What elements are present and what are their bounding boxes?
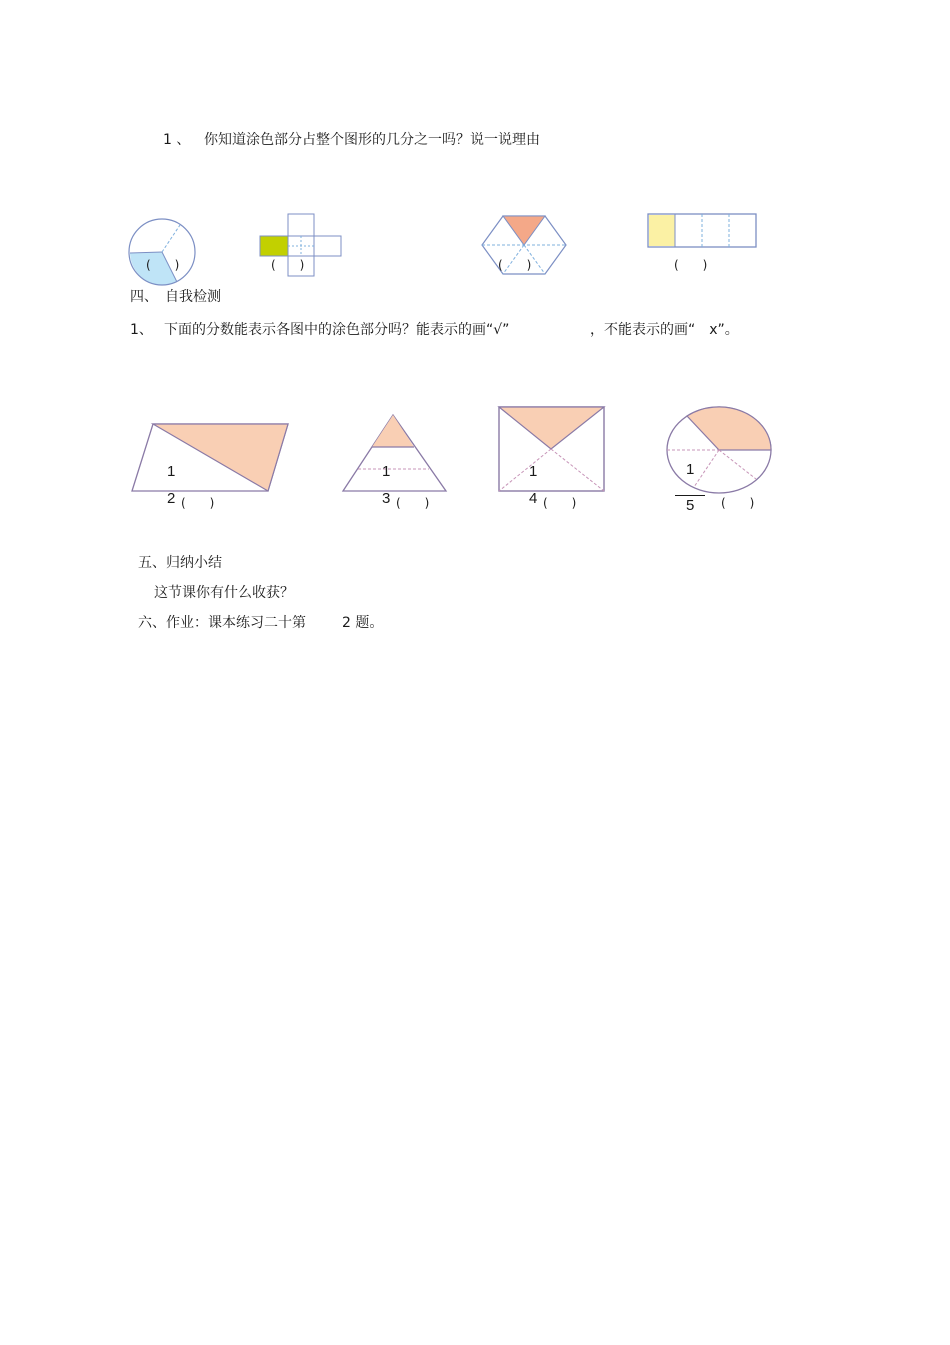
fraction-2-numerator: 1 bbox=[382, 463, 391, 480]
check-figure-rectangle bbox=[496, 404, 608, 494]
answer-blank-3[interactable]: ( ) bbox=[498, 258, 532, 272]
q1-text: 你知道涂色部分占整个图形的几分之一吗？说一说理由 bbox=[204, 132, 540, 148]
fraction-2-denominator: 3 bbox=[382, 490, 391, 507]
section4-heading: 四、 自我检测 bbox=[130, 289, 221, 305]
fraction-3-numerator: 1 bbox=[529, 463, 538, 480]
fraction-1-denominator: 2 bbox=[167, 490, 176, 507]
fraction-3-blank[interactable]: ( ) bbox=[543, 496, 577, 510]
section5-heading: 五、归纳小结 bbox=[138, 555, 222, 571]
section4-q1-text-a: 下面的分数能表示各图中的涂色部分吗？能表示的画“√” bbox=[164, 322, 510, 338]
section4-q1-text-b: ，不能表示的画“ x”。 bbox=[590, 322, 739, 338]
fraction-3-denominator: 4 bbox=[529, 490, 538, 507]
section6-heading: 六、作业：课本练习二十第 bbox=[138, 615, 306, 631]
check-figure-triangle bbox=[339, 411, 449, 493]
answer-blank-2[interactable]: ( ) bbox=[271, 258, 305, 272]
fraction-4-numerator: 1 bbox=[686, 461, 695, 478]
section5-prompt: 这节课你有什么收获？ bbox=[154, 585, 294, 601]
check-figure-parallelogram bbox=[128, 420, 298, 500]
fraction-4-blank[interactable]: ( ) bbox=[721, 496, 755, 510]
q1-number: 1 、 bbox=[163, 132, 191, 148]
fraction-1-numerator: 1 bbox=[167, 463, 176, 480]
fraction-2-blank[interactable]: ( ) bbox=[396, 496, 430, 510]
answer-blank-1[interactable]: ( ) bbox=[146, 258, 180, 272]
section6-number: 2 题。 bbox=[342, 615, 384, 631]
fraction-4-bar bbox=[675, 495, 705, 496]
check-figure-ellipse bbox=[664, 403, 779, 497]
fraction-1-blank[interactable]: ( ) bbox=[181, 496, 215, 510]
section4-q1-number: 1、 bbox=[130, 322, 153, 338]
fraction-4-denominator: 5 bbox=[686, 497, 695, 514]
answer-blank-4[interactable]: ( ) bbox=[674, 258, 708, 272]
figure-strip-rectangle bbox=[645, 211, 760, 251]
